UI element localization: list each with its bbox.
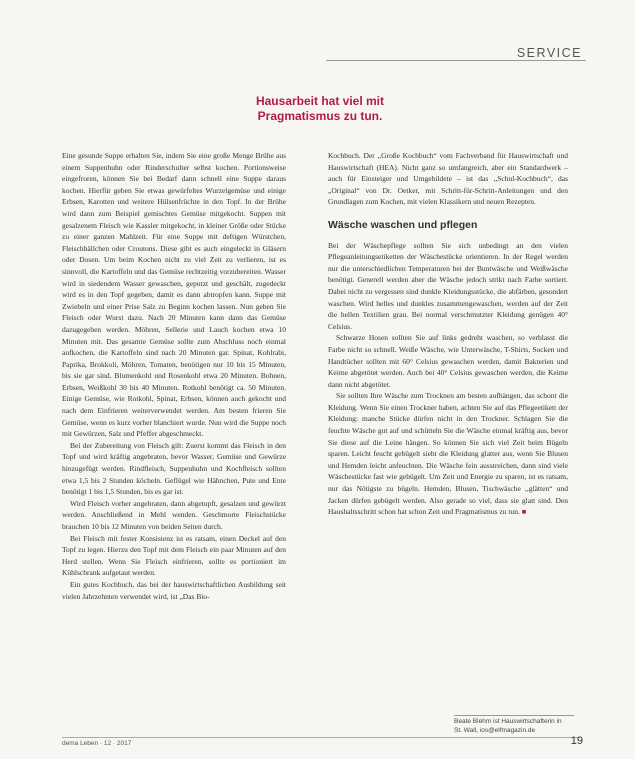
page-number: 19: [570, 735, 583, 747]
right-paragraph-3-text: Sie sollten Ihre Wäsche zum Trocknen am besten aufhängen, das schont die Kleidung. Wenn Sie einen Trockner haben, achten Sie auf das Pflegeetikett der Kleidung: manche Stücke dürfen nicht in den Trockner. Schlagen Sie die feuchte Wäsche gut auf und schütteln Sie die Wäsche einmal kräftig aus, bevor Sie diese auf die Leine hängen. So können Sie sich viel Zeit beim Bügeln sparen. Leicht feucht gebügelt sieht die Kleidung glatter aus, wenn Sie Blusen und Hemden leicht anfeuchten. Die Wäsche fein ausstreichen, dann sind viele Wäschestücke fast wie gebügelt. Um Zeit und Energie zu sparen, ist es ratsam, nur das Nötigste zu bügeln. Hemden, Blusen, Tischwäsche ,,glätten“ und Jacken dürfen gebügelt werden. Also gerade so viel, dass sie glatt sind. Den Haushaltsschritt schon hat schon Zeit und Pragmatismus zu tun.: [328, 391, 568, 517]
right-paragraph-2: Schwarze Hosen sollten Sie auf links gedreht waschen, so verblasst die Farbe nicht so schnell. Weiße Wäsche, wie Unterwäsche, T-Shirts, Socken und Handtücher sollten mit 60° Celsius gewaschen werden, damit Bakterien und Keime abgetötet werden. Auch bei 40° Celsius gewaschen werden, die Keime dann nicht abgetötet.: [328, 333, 568, 389]
headline-line-1: Hausarbeit hat viel mit: [255, 94, 385, 108]
section-label: SERVICE: [516, 46, 582, 60]
right-paragraph-1: Bei der Wäschepflege sollten Sie sich unbedingt an den vielen Pflegeanleitungsetiketten der Wäschestücke orientieren. In der Regel werden nur die unterschiedlichen Temperaturen bei der Buntwäsche und Weißwäsche benötigt. Generell werden aber die Wäsche jedoch strikt nach Farbe sortiert. Dabei nicht zu vergessen sind dunkle Kleidungsstücke, die abfärben, gesondert waschen. Wird helles und dunkles zusammengewaschen, werden auf der Zeit die hellen Textilien grau. Bei normal verschmutzter Kleidung genügen 40° Celsius.: [328, 240, 568, 331]
end-marker-icon: ■: [521, 507, 527, 517]
caption-line-1: Beate Blehm ist Hauswirtschafterin in: [454, 718, 562, 725]
headline-line-2: Pragmatismus zu tun.: [257, 109, 383, 123]
headline: [230, 94, 410, 124]
footer-magazine: dema Leben · 12 · 2017: [62, 740, 132, 747]
left-paragraph-3: Wird Fleisch vorher angebraten, dann abgetupft, gesalzen und gewürzt werden. Anschließend in Mehl wenden. Geschmorte Fleischstücke brauchen 10 bis 12 Minuten von beiden Seiten durch.: [62, 498, 286, 531]
left-paragraph-5: Ein gutes Kochbuch, das bei der hauswirtschaftlichen Ausbildung seit vielen Jahrzehnten verwendet wird, ist „Das Bio-: [62, 579, 286, 601]
left-paragraph-4: Bei Fleisch mit fester Konsistenz ist es ratsam, einen Deckel auf den Topf zu legen. Hierzu den Topf mit dem Fleisch ein paar Minuten auf den Herd stellen. Wenn Sie Fleisch einfrieren, sollte es portioniert im Kühlschrank aufgetaut werden.: [62, 533, 286, 578]
right-paragraph-3: [328, 390, 568, 518]
left-paragraph-2: Bei der Zubereitung von Fleisch gilt: Zuerst kommt das Fleisch in den Topf und wird kräftig angebraten, bevor Wasser, Gemüse und Gewürze hinzugefügt werden. Rindfleisch, Suppenhuhn und Kochfleisch sollten etwa 1,5 bis 2 Stunden köcheln. Geflügel wie Hähnchen, Pute und Ente benötigt 1 bis 1,5 Stunden, bis es gar ist.: [62, 440, 286, 497]
left-column: [62, 150, 286, 602]
caption-divider: [454, 715, 574, 716]
section-subhead: Wäsche waschen und pflegen: [328, 218, 478, 231]
right-intro: Kochbuch. Der ,,Große Kochbuch“ vom Fachverband für Hauswirtschaft und Hauswirtschaft (HEA). Nicht ganz so umfangreich, aber ein Standardwerk – auch für Einsteiger und Umgebildete – ist das ,,Schul-Kochbuch“, das „Original“ von Dr. Oetker, mit Schritt-für-Schritt-Anleitungen und den Grundlagen zum Kochen, mit vielen Klassikern und neuen Rezepten.: [328, 151, 568, 207]
section-divider: [326, 60, 586, 61]
left-paragraph-1: Eine gesunde Suppe erhalten Sie, indem Sie eine große Menge Brühe aus einem Suppenhuhn oder Rinderschulter selbst kochen. Portionsweise eingefroren, können Sie bei Bedarf dann schnell eine Suppe daraus kochen. Hierfür geben Sie etwas gewürfeltes Wurzelgemüse und einige Erbsen, Karotten und weitere Hülsenfrüchte in den Topf. In der Brühe wird dann zum Beispiel gemischtes Gemüse mitgekocht. Suppen mit gesalzenem Fleisch wie Kassler mitgekocht, in kleiner Größe oder Stücke zu einer ganzen Mahlzeit. Für eine Suppe mit deftigen Würstchen, Fleischbällchen oder Croutons. Diese gibt es auch eingeleckt in Gläsern oder Dosen. Um beim Kochen nicht zu viel Zeit zu verlieren, ist es sinnvoll, die Kartoffeln und das Gemüse rechtzeitig vorzubereiten. Wasser wird in siedendem Wasser gewaschen, geputzt und geschält, zugedeckt wird es in den Topf gegeben, damit es dann abtropfen kann. Suppe mit Zwiebeln und einer Prise Salz zu Beginn kochen lassen. Nun geben Sie Fleisch oder Wurst dazu. Nach 20 Minuten kann dann das Gemüse dazugegeben werden. Möhren, Sellerie und Lauch kochen etwa 10 Minuten mit. Das gesamte Gemüse sollte zum Abschluss noch einmal aufkochen, die Kartoffeln sind nach 20 Minuten gar. Spinat, Kohlrabi, Paprika, Brokkoli, Möhren, Tomaten, benötigen nur 10 bis 15 Minuten, bis sie gar sind. Blumenkohl und Rosenkohl etwa 20 Minuten. Bohnen, Erbsen, Weißkohl 30 bis 40 Minuten. Rotkohl benötigt ca. 50 Minuten. Einige Gemüse, wie Rotkohl, Spinat, Erbsen, können auch gekocht und nach dem Einfrieren weiterverwendet werden. Am besten frieren Sie Gemüse, wenn es kurz vorher blanchiert wurde. Nun wird die Suppe noch mit Gewürzen, Salz und Pfeffer abgeschmeckt.: [62, 151, 286, 439]
right-column: [328, 150, 568, 518]
footer-divider: [62, 737, 580, 738]
caption-line-2: St. Wall, ios@elfmagazin.de: [454, 726, 536, 734]
author-caption: [454, 718, 584, 735]
